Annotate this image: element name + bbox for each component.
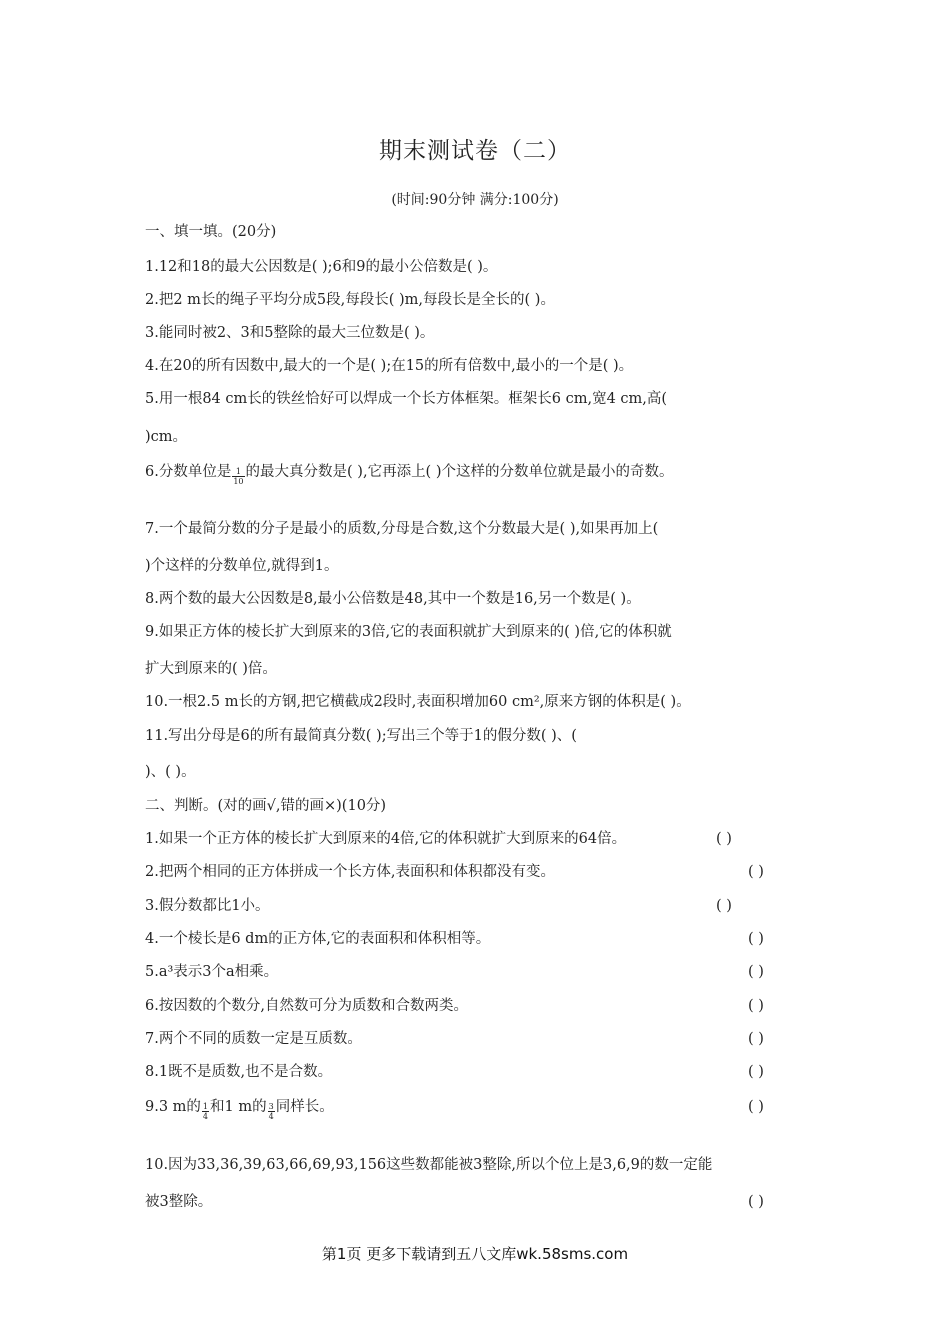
judge-item-1: 1.如果一个正方体的棱长扩大到原来的4倍,它的体积就扩大到原来的64倍。 xyxy=(145,831,627,847)
judge-item-10: 10.因为33,36,39,63,66,69,93,156这些数都能被3整除,所以个位上是3,6,9的数一定能 xyxy=(145,1157,713,1173)
fraction: $\frac{3}{4}$ xyxy=(268,1101,274,1121)
answer-blank: ( ) xyxy=(748,1194,764,1210)
question-1-7-cont: )个这样的分数单位,就得到1。 xyxy=(145,558,339,574)
question-1-9-cont: 扩大到原来的( )倍。 xyxy=(145,661,277,677)
judge-item-7: 7.两个不同的质数一定是互质数。 xyxy=(145,1031,362,1047)
judge-item-4: 4.一个棱长是6 dm的正方体,它的表面积和体积相等。 xyxy=(145,931,491,947)
answer-blank: ( ) xyxy=(748,1099,764,1115)
question-1-9: 9.如果正方体的棱长扩大到原来的3倍,它的表面积就扩大到原来的( )倍,它的体积就 xyxy=(145,624,672,640)
question-1-11-cont: )、( )。 xyxy=(145,764,196,780)
question-1-8: 8.两个数的最大公因数是8,最小公倍数是48,其中一个数是16,另一个数是( )。 xyxy=(145,591,641,607)
fraction: $\frac{1}{10}$ xyxy=(233,466,244,486)
question-1-6-before: 6.分数单位是 xyxy=(145,464,232,480)
page-footer: 第1页 更多下载请到五八文库wk.58sms.com xyxy=(321,1245,629,1263)
section-1-heading: 一、填一填。(20分) xyxy=(145,224,277,240)
judge-item-8: 8.1既不是质数,也不是合数。 xyxy=(145,1064,333,1080)
question-1-4: 4.在20的所有因数中,最大的一个是( );在15的所有倍数中,最小的一个是( )。 xyxy=(145,358,634,374)
question-1-1: 1.12和18的最大公因数是( );6和9的最小公倍数是( )。 xyxy=(145,259,498,275)
question-1-7: 7.一个最简分数的分子是最小的质数,分母是合数,这个分数最大是( ),如果再加上( xyxy=(145,521,659,537)
judge-item-10-cont: 被3整除。 xyxy=(145,1194,213,1210)
answer-blank: ( ) xyxy=(748,931,764,947)
judge-item-2: 2.把两个相同的正方体拼成一个长方体,表面积和体积都没有变。 xyxy=(145,864,555,880)
answer-blank: ( ) xyxy=(716,831,732,847)
fraction: $\frac{1}{4}$ xyxy=(202,1101,209,1121)
judge-item-6: 6.按因数的个数分,自然数可分为质数和合数两类。 xyxy=(145,998,468,1014)
question-1-5-cont: )cm。 xyxy=(145,429,188,445)
answer-blank: ( ) xyxy=(748,998,764,1014)
answer-blank: ( ) xyxy=(748,1064,764,1080)
judge-item-3: 3.假分数都比1小。 xyxy=(145,898,270,914)
answer-blank: ( ) xyxy=(716,898,732,914)
question-1-5: 5.用一根84 cm长的铁丝恰好可以焊成一个长方体框架。框架长6 cm,宽4 cm,高( xyxy=(145,391,668,407)
exam-info: (时间:90分钟 满分:100分) xyxy=(391,192,559,208)
answer-blank: ( ) xyxy=(748,864,764,880)
section-2-heading: 二、判断。(对的画√,错的画×)(10分) xyxy=(145,798,387,814)
question-1-10: 10.一根2.5 m长的方钢,把它横截成2段时,表面积增加60 cm²,原来方钢的体积是( )。 xyxy=(145,694,691,710)
question-1-11: 11.写出分母是6的所有最简真分数( );写出三个等于1的假分数( )、( xyxy=(145,728,577,744)
question-1-2: 2.把2 m长的绳子平均分成5段,每段长( )m,每段长是全长的( )。 xyxy=(145,292,555,308)
page-title: 期末测试卷（二） xyxy=(379,138,571,164)
judge-item-9: 9.3 m的 $\frac{1}{4}$ 和1 m的 $\frac{3}{4}$ 同样长。 xyxy=(145,1099,334,1121)
question-1-6-after: 的最大真分数是( ),它再添上( )个这样的分数单位就是最小的奇数。 xyxy=(245,464,674,480)
answer-blank: ( ) xyxy=(748,1031,764,1047)
answer-blank: ( ) xyxy=(748,964,764,980)
question-1-3: 3.能同时被2、3和5整除的最大三位数是( )。 xyxy=(145,325,435,341)
question-1-6 xyxy=(145,462,674,486)
judge-item-5: 5.a³表示3个a相乘。 xyxy=(145,964,279,980)
